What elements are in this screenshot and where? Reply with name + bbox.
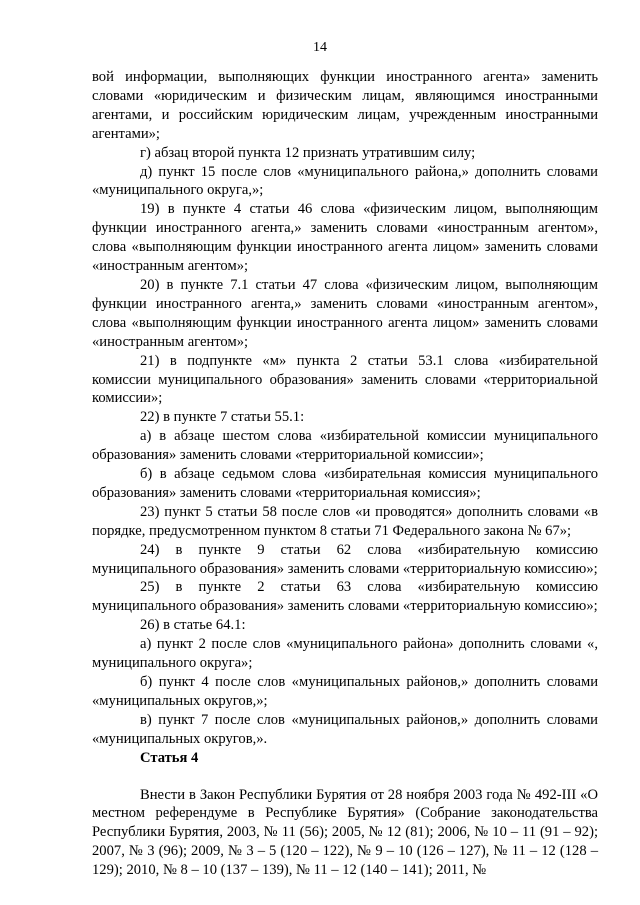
document-body	[92, 68, 598, 880]
paragraph-item-22b: б) в абзаце седьмом слова «избирательная комиссия муниципального образования» заменить словами «территориальная комиссия»;	[92, 466, 598, 501]
paragraph-continuation: вой информации, выполняющих функции иностранного агента» заменить словами «юридическим и физическим лицам, являющимся иностранными агентами, и российским юридическим лицам, учрежденным иностранными агентами»;	[92, 69, 598, 142]
paragraph-item-d: д) пункт 15 после слов «муниципального района,» дополнить словами «муниципального округа,»;	[92, 163, 598, 199]
paragraph-item-25: 25) в пункте 2 статьи 63 слова «избирательную комиссию муниципального образования» заменить словами «территориальную комиссию»;	[92, 579, 598, 615]
paragraph-item-26v: в) пункт 7 после слов «муниципальных районов,» дополнить словами «муниципальных округов,».	[92, 711, 598, 747]
paragraph-item-23: 23) пункт 5 статьи 58 после слов «и проводятся» дополнить словами «в порядке, предусмотренном пунктом 8 статьи 71 Федерального закона № 67»;	[92, 503, 598, 539]
paragraph-item-22a: а) в абзаце шестом слова «избирательной комиссии муниципального образования» заменить словами «территориальной комиссии»;	[92, 428, 598, 464]
article-heading: Статья 4	[140, 749, 199, 766]
paragraph-item-20: 20) в пункте 7.1 статьи 47 слова «физическим лицом, выполняющим функции иностранного агента,» заменить словами «иностранным агентом», слова «выполняющим функции иностранного агента лицом» заменить словами «иностранным агентом»;	[92, 276, 598, 350]
paragraph-item-22: 22) в пункте 7 статьи 55.1:	[140, 409, 305, 426]
paragraph-item-21: 21) в подпункте «м» пункта 2 статьи 53.1 слова «избирательной комиссии муниципального образования» заменить словами «территориальной комиссии»;	[92, 352, 598, 407]
paragraph-item-19: 19) в пункте 4 статьи 46 слова «физическим лицом, выполняющим функции иностранного агента,» заменить словами «иностранным агентом», слова «выполняющим функции иностранного агента лицом» заменить словами «иностранным агентом»;	[92, 201, 598, 275]
paragraph-item-24: 24) в пункте 9 статьи 62 слова «избирательную комиссию муниципального образования» заменить словами «территориальную комиссию»;	[92, 541, 598, 577]
paragraph-item-g: г) абзац второй пункта 12 признать утратившим силу;	[140, 144, 476, 161]
paragraph-item-26a: а) пункт 2 после слов «муниципального района» дополнить словами «, муниципального округа»;	[92, 636, 598, 672]
article-paragraph: Внести в Закон Республики Бурятия от 28 ноября 2003 года № 492-III «О местном референдуме в Республике Бурятия» (Собрание законодательства Республики Бурятия, 2003, № 11 (56); 2005, № 12 (81); 2006, № 10 – 11 (91 – 92); 2007, № 3 (96); 2009, № 3 – 5 (120 – 122), № 9 – 10 (126 – 127), № 11 – 12 (128 – 129); 2010, № 8 – 10 (137 – 139), № 11 – 12 (140 – 141); 2011, №	[92, 786, 598, 879]
paragraph-item-26: 26) в статье 64.1:	[140, 617, 246, 634]
paragraph-item-26b: б) пункт 4 после слов «муниципальных районов,» дополнить словами «муниципальных округов,»;	[92, 674, 598, 709]
page-number: 14	[313, 40, 327, 55]
